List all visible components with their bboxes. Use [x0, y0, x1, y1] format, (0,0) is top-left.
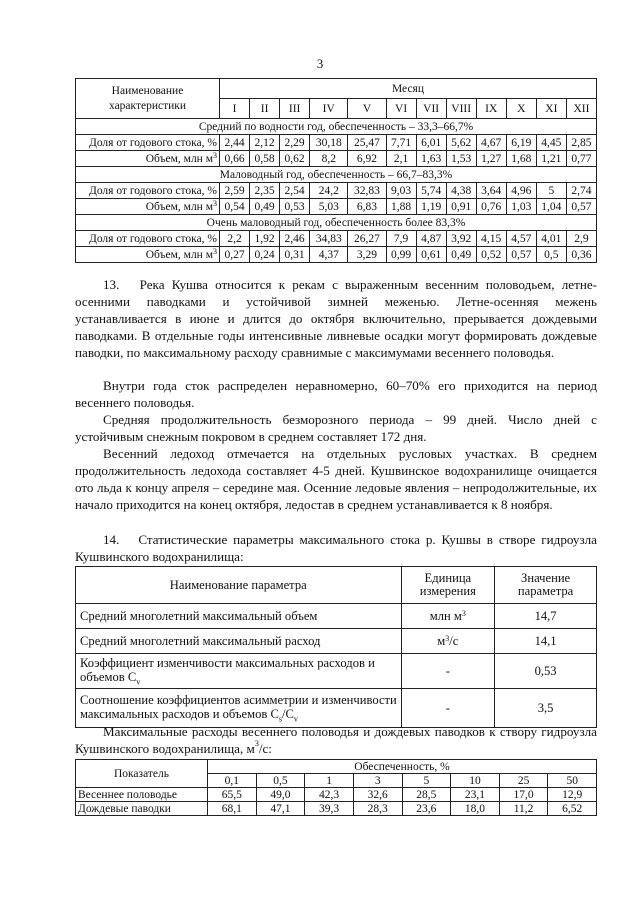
table-cell: 1,63: [416, 151, 446, 167]
table-cell: 32,6: [353, 788, 402, 802]
section-title: Маловодный год, обеспеченность – 66,7–83,3%: [76, 167, 597, 183]
table-cell: 0,77: [566, 151, 596, 167]
subscript: v: [136, 677, 141, 687]
paragraph-max-discharges: Максимальные расходы весеннего половодья и дождевых паводков к створу гидроузла Кушвинского водохранилища, $м^3/с$:: [75, 724, 597, 757]
column-header: 10: [451, 774, 500, 788]
table-cell: 23,6: [402, 802, 451, 816]
row-label: [76, 247, 220, 263]
section-title: Очень маловодный год, обеспеченность более 83,3%: [76, 215, 597, 231]
table-cell: 2,2: [220, 231, 250, 247]
unit-text: м: [437, 633, 446, 648]
table-cell: 2,35: [250, 183, 280, 199]
table-row: [76, 135, 597, 151]
table-cell: 0,49: [446, 247, 476, 263]
table-cell: 0,36: [566, 247, 596, 263]
table-cell: 0,31: [280, 247, 310, 263]
value-cell: 14,1: [495, 629, 597, 654]
table-cell: 4,45: [536, 135, 566, 151]
parameter-name-text: Средний многолетний максимальный объем: [80, 609, 318, 623]
parameter-name: [76, 654, 402, 689]
column-header: 25: [499, 774, 548, 788]
section-row: [76, 167, 597, 183]
table-cell: 2,29: [280, 135, 310, 151]
table-cell: 4,15: [476, 231, 506, 247]
table-cell: 1,19: [416, 199, 446, 215]
table-cell: 1,03: [506, 199, 536, 215]
month-header: II: [250, 99, 280, 119]
max-discharges-table: [75, 759, 597, 816]
value-cell: 0,53: [495, 654, 597, 689]
max-runoff-parameters-table: [75, 566, 597, 728]
table-cell: 4,67: [476, 135, 506, 151]
value-cell: 3,5: [495, 689, 597, 728]
table-row: [76, 788, 597, 802]
table-cell: 28,5: [402, 788, 451, 802]
table-cell: 3,92: [446, 231, 476, 247]
month-header: VII: [416, 99, 446, 119]
unit-tail: /с: [449, 633, 459, 648]
table-cell: 4,87: [416, 231, 446, 247]
paragraph-14: 14. Статистические параметры максимального стока р. Кушвы в створе гидроузла Кушвинского водохранилища:: [75, 532, 597, 565]
row-label: [76, 151, 220, 167]
table-cell: 2,54: [280, 183, 310, 199]
table-cell: 17,0: [499, 788, 548, 802]
page-number: 3: [316, 56, 324, 71]
paragraph-ice: Весенний ледоход отмечается на отдельных русловых участках. В среднем продолжительность ледохода составляет 4-5 дней. Кушвинское водохранилище очищается ото льда к концу апреля – середине мая. Осенние ледовые явления – непродолжительные, их начало приходится на конец октября, ледостав в среднем устанавливается к 8 ноября.: [75, 446, 597, 513]
row-label-text: Объем, млн м: [145, 200, 213, 213]
unit-superscript: 3: [445, 633, 450, 643]
table-cell: 6,52: [548, 802, 597, 816]
table-cell: 1,92: [250, 231, 280, 247]
month-header: IX: [476, 99, 506, 119]
table-cell: 30,18: [310, 135, 348, 151]
header-name: Показатель: [76, 760, 208, 788]
table-row: [76, 604, 597, 629]
table-cell: 0,66: [220, 151, 250, 167]
column-header: Единица измерения: [401, 567, 495, 604]
paragraph-runoff: Внутри года сток распределен неравномерно, 60–70% его приходится на период весеннего половодья.: [75, 378, 597, 411]
parameter-name: [76, 689, 402, 728]
table-cell: 0,5: [536, 247, 566, 263]
header-month: Месяц: [220, 79, 597, 99]
table-cell: 0,24: [250, 247, 280, 263]
table-row: [76, 689, 597, 728]
parameter-name: [76, 629, 402, 654]
row-label: [76, 231, 220, 247]
table-cell: 6,01: [416, 135, 446, 151]
subscript: s: [278, 714, 282, 724]
month-header: X: [506, 99, 536, 119]
table-cell: 2,59: [220, 183, 250, 199]
table-row: [76, 802, 597, 816]
table-cell: 1,53: [446, 151, 476, 167]
parameter-name-text: Соотношение коэффициентов асимметрии и изменчивости максимальных расходов и объемов C: [80, 692, 397, 721]
table-cell: 2,12: [250, 135, 280, 151]
column-header: Значение параметра: [495, 567, 597, 604]
unit-superscript: 3: [213, 198, 217, 208]
section-title: Средний по водности год, обеспеченность – 33,3–66,7%: [76, 119, 597, 135]
table-cell: 1,21: [536, 151, 566, 167]
table-cell: 1,88: [386, 199, 416, 215]
table-cell: 6,83: [348, 199, 386, 215]
table-cell: 5,03: [310, 199, 348, 215]
table-row: [76, 231, 597, 247]
month-header: V: [348, 99, 386, 119]
table-cell: 39,3: [305, 802, 354, 816]
monthly-runoff-table: [75, 78, 597, 263]
table-cell: 2,46: [280, 231, 310, 247]
table-cell: 26,27: [348, 231, 386, 247]
parameter-name-text: Коэффициент изменчивости максимальных расходов и объемов C: [80, 655, 375, 684]
month-header: IV: [310, 99, 348, 119]
header-row: [76, 79, 597, 99]
parameter-name-mid: /C: [282, 706, 294, 721]
table-cell: 0,76: [476, 199, 506, 215]
table-cell: 6,19: [506, 135, 536, 151]
table-cell: 1,27: [476, 151, 506, 167]
header-group: Обеспеченность, %: [208, 760, 597, 774]
column-header: 1: [305, 774, 354, 788]
unit-cell: [401, 629, 495, 654]
table-cell: 0,57: [506, 247, 536, 263]
row-label: Дождевые паводки: [76, 802, 208, 816]
table-cell: 28,3: [353, 802, 402, 816]
column-header: 5: [402, 774, 451, 788]
table-cell: 4,37: [310, 247, 348, 263]
table-cell: 0,52: [476, 247, 506, 263]
unit-text: -: [445, 700, 450, 715]
table-cell: 7,9: [386, 231, 416, 247]
row-label-text: Доля от годового стока, %: [88, 184, 217, 197]
table-cell: 11,2: [499, 802, 548, 816]
table-cell: 6,92: [348, 151, 386, 167]
table-row: [76, 199, 597, 215]
header-row: [76, 567, 597, 604]
subscript: v: [293, 714, 298, 724]
table-cell: 0,49: [250, 199, 280, 215]
row-label-text: Доля от годового стока, %: [88, 232, 217, 245]
table-cell: 1,68: [506, 151, 536, 167]
paragraph-frost: Средняя продолжительность безморозного периода – 99 дней. Число дней с устойчивым снежным покровом в среднем составляет 172 дня.: [75, 412, 597, 445]
table-cell: 49,0: [256, 788, 305, 802]
table-cell: 2,85: [566, 135, 596, 151]
month-header: XII: [566, 99, 596, 119]
unit-superscript: 3: [213, 246, 217, 256]
column-header: Наименование параметра: [76, 567, 402, 604]
month-header: I: [220, 99, 250, 119]
table-cell: 0,57: [566, 199, 596, 215]
column-header: 0,1: [208, 774, 257, 788]
table-cell: 0,99: [386, 247, 416, 263]
column-header: 50: [548, 774, 597, 788]
section-row: [76, 119, 597, 135]
unit-cell: [401, 604, 495, 629]
table-cell: 4,01: [536, 231, 566, 247]
value-cell: 14,7: [495, 604, 597, 629]
table-cell: 4,57: [506, 231, 536, 247]
table-cell: 68,1: [208, 802, 257, 816]
row-label-text: Объем, млн м: [145, 248, 213, 261]
table-cell: 0,91: [446, 199, 476, 215]
table-row: [76, 247, 597, 263]
table-cell: 2,44: [220, 135, 250, 151]
unit-text: -: [445, 663, 450, 678]
table-cell: 18,0: [451, 802, 500, 816]
table-cell: 8,2: [310, 151, 348, 167]
row-label: [76, 183, 220, 199]
table-cell: 24,2: [310, 183, 348, 199]
table-cell: 12,9: [548, 788, 597, 802]
table-cell: 0,54: [220, 199, 250, 215]
table-row: [76, 151, 597, 167]
table-cell: 5,74: [416, 183, 446, 199]
table-cell: 0,53: [280, 199, 310, 215]
table-cell: 4,96: [506, 183, 536, 199]
table-cell: 5,62: [446, 135, 476, 151]
table-cell: 5: [536, 183, 566, 199]
table-cell: 65,5: [208, 788, 257, 802]
header-name: Наименование характеристики: [76, 79, 220, 119]
month-header: VIII: [446, 99, 476, 119]
table-cell: 2,74: [566, 183, 596, 199]
table-row: [76, 629, 597, 654]
unit-superscript: 3: [461, 608, 466, 618]
row-label-text: Доля от годового стока, %: [88, 136, 217, 149]
section-row: [76, 215, 597, 231]
header-row: [76, 760, 597, 774]
unit-superscript: 3: [213, 150, 217, 160]
table-cell: 32,83: [348, 183, 386, 199]
row-label: [76, 135, 220, 151]
parameter-name: [76, 604, 402, 629]
table-cell: 1,04: [536, 199, 566, 215]
table-cell: 34,83: [310, 231, 348, 247]
table-cell: 0,27: [220, 247, 250, 263]
table-cell: 3,64: [476, 183, 506, 199]
table-cell: 0,62: [280, 151, 310, 167]
month-header: XI: [536, 99, 566, 119]
table-row: [76, 654, 597, 689]
table-cell: 23,1: [451, 788, 500, 802]
table-row: [76, 183, 597, 199]
paragraph-13: 13. Река Кушва относится к рекам с выраженным весенним половодьем, летне-осенними паводками и устойчивой зимней меженью. Летне-осенняя межень устанавливается в июне и длится до октября включительно, прерывается дождевыми паводками. В отдельные годы интенсивные ливневые осадки могут формировать дождевые паводки, по максимальному расходу сравнимые с максимумами весеннего половодья.: [75, 277, 597, 361]
column-header: 3: [353, 774, 402, 788]
table-cell: 42,3: [305, 788, 354, 802]
column-header: 0,5: [256, 774, 305, 788]
table-cell: 4,38: [446, 183, 476, 199]
table-cell: 0,58: [250, 151, 280, 167]
month-header: VI: [386, 99, 416, 119]
unit-text: млн м: [429, 608, 462, 623]
table-cell: 25,47: [348, 135, 386, 151]
month-header: III: [280, 99, 310, 119]
row-label: Весеннее половодье: [76, 788, 208, 802]
table-cell: 47,1: [256, 802, 305, 816]
unit-cell: [401, 689, 495, 728]
table-cell: 0,61: [416, 247, 446, 263]
table-cell: 2,1: [386, 151, 416, 167]
unit-cell: [401, 654, 495, 689]
parameter-name-text: Средний многолетний максимальный расход: [80, 634, 321, 648]
table-cell: 2,9: [566, 231, 596, 247]
row-label-text: Объем, млн м: [145, 152, 213, 165]
table-cell: 3,29: [348, 247, 386, 263]
table-cell: 9,03: [386, 183, 416, 199]
row-label: [76, 199, 220, 215]
table-cell: 7,71: [386, 135, 416, 151]
